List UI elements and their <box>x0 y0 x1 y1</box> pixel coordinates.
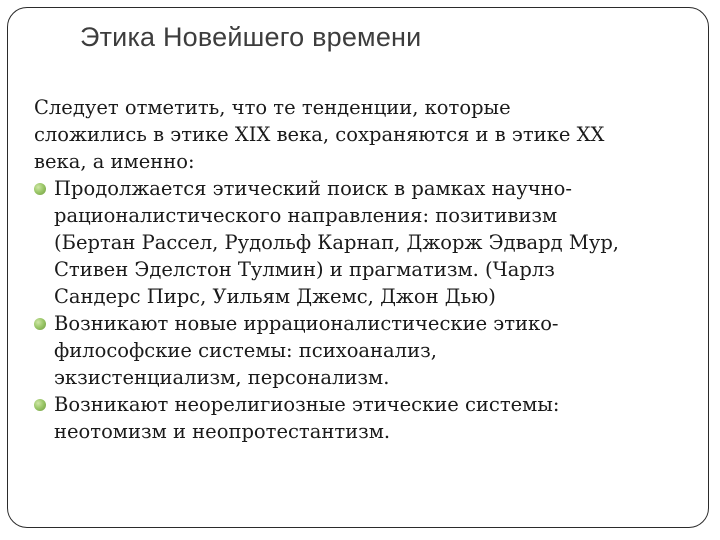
bullet-line: философские системы: психоанализ, <box>54 339 437 362</box>
bullet-line: Возникают новые иррационалистические этико- <box>54 312 559 335</box>
intro-paragraph <box>34 94 694 175</box>
slide-body <box>34 94 694 445</box>
slide-title: Этика Новейшего времени <box>80 22 422 52</box>
bullet-line: Стивен Эделстон Тулмин) и прагматизм. (Чарлз <box>54 258 555 281</box>
bullet-line: экзистенциализм, персонализм. <box>54 366 390 389</box>
bullet-icon <box>34 399 46 411</box>
bullet-icon <box>34 318 46 330</box>
bullet-line: Продолжается этический поиск в рамках научно- <box>54 177 572 200</box>
intro-line: Следует отметить, что те тенденции, которые <box>34 96 511 119</box>
bullet-line: Сандерс Пирс, Уильям Джемс, Джон Дью) <box>54 285 496 308</box>
intro-line: сложились в этике XIX века, сохраняются и в этике XX <box>34 123 605 146</box>
bullet-icon <box>34 183 46 195</box>
bullet-line: неотомизм и неопротестантизм. <box>54 420 391 443</box>
bullet-line: рационалистического направления: позитивизм <box>54 204 558 227</box>
bullet-item <box>34 310 694 391</box>
bullet-line: Возникают неорелигиозные этические системы: <box>54 393 560 416</box>
bullet-list <box>34 175 694 445</box>
bullet-line: (Бертан Рассел, Рудольф Карнап, Джорж Эдвард Мур, <box>54 231 619 254</box>
bullet-item <box>34 391 694 445</box>
bullet-item <box>34 175 694 310</box>
intro-line: века, а именно: <box>34 150 195 173</box>
